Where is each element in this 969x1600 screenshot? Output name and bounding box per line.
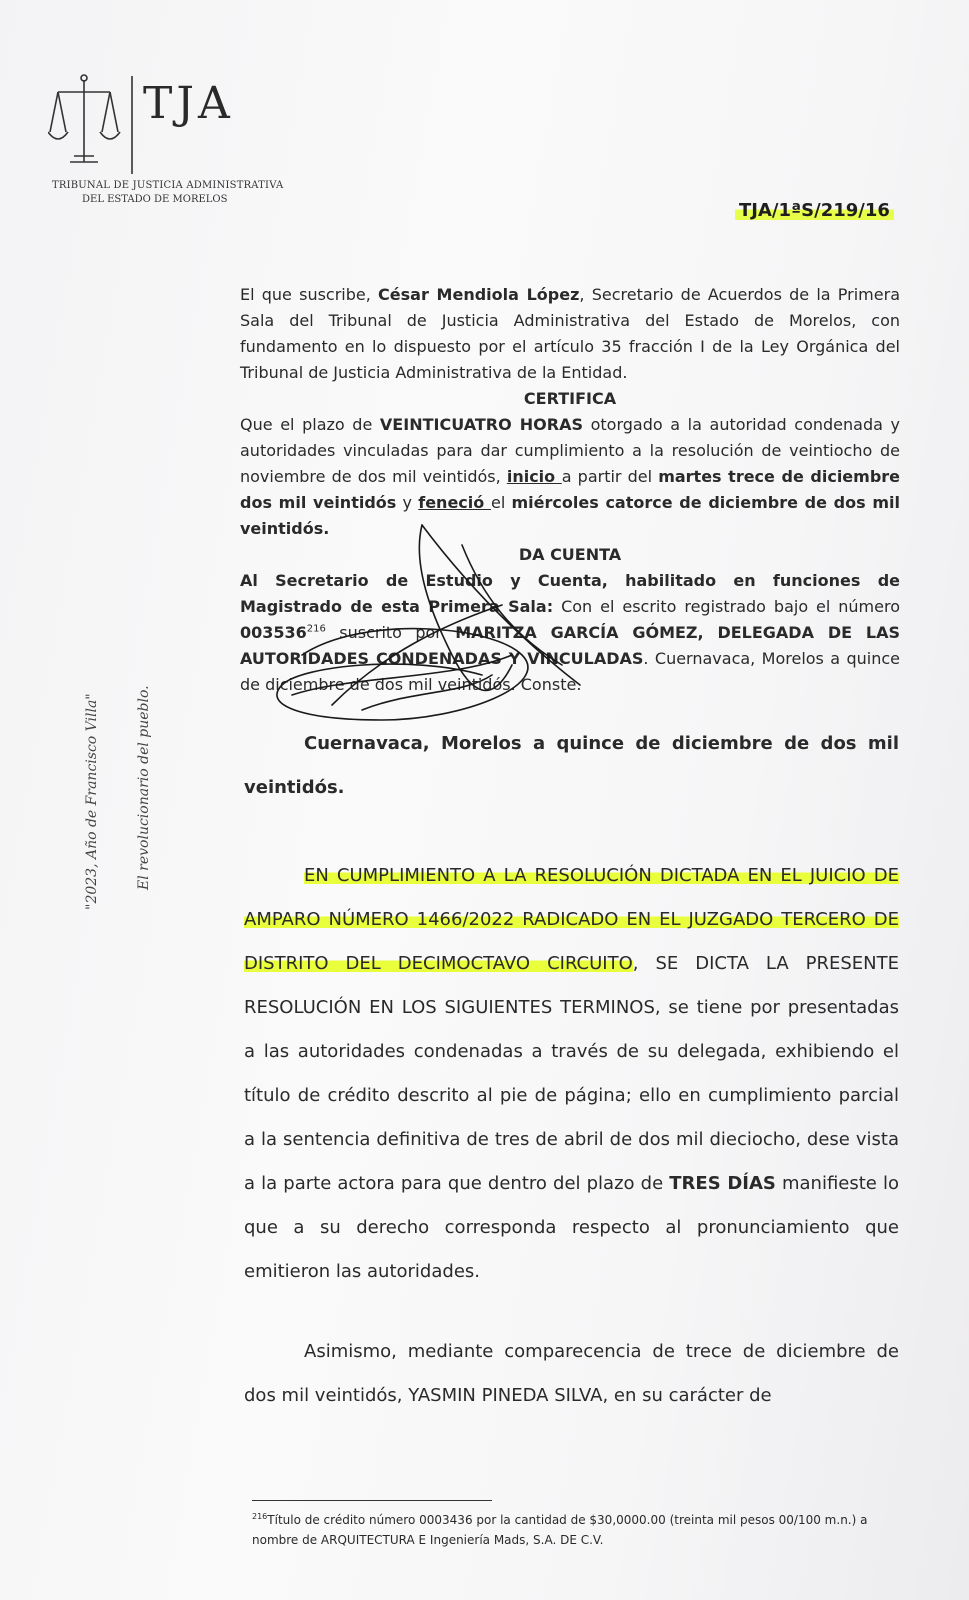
institution-name-line1: TRIBUNAL DE JUSTICIA ADMINISTRATIVA: [52, 180, 284, 191]
resolution-paragraph-2: Asimismo, mediante comparecencia de trece de diciembre de dos mil veintidós, YASMIN PINEDA SILVA, en su carácter de: [244, 1341, 899, 1406]
footnote-divider: [252, 1500, 492, 1501]
term-duration: VEINTICUATRO HORAS: [379, 415, 583, 434]
institution-name-line2: DEL ESTADO DE MORELOS: [82, 194, 228, 205]
footnote-text: Título de crédito número 0003436 por la cantidad de $30,0000.00 (treinta mil pesos 00/100 m.n.) a nombre de ARQUITECTURA E Ingeniería Mads, S.A. DE C.V.: [252, 1513, 868, 1547]
signer-name: MARITZA GARCÍA GÓMEZ, DELEGADA DE LAS AUTORIDADES CONDENADAS Y VINCULADAS: [240, 623, 900, 668]
text-segment: , SE DICTA LA PRESENTE RESOLUCIÓN EN LOS SIGUIENTES TERMINOS, se tiene por presentadas a las autoridades condenadas a través de su delegada, exhibiendo el título de crédito descrito al pie de página; ello en cumplimiento parcial a la sentencia definitiva de tres de abril de dos mil dieciocho, dese vista a la parte actora para que dentro del plazo de: [244, 953, 899, 1194]
resolution-date-line: Cuernavaca, Morelos a quince de diciembre de dos mil veintidós.: [244, 733, 899, 798]
text-segment: otorgado a la autoridad condenada y autoridades vinculadas para dar cumplimiento a la resolución de veintiocho de noviembre de dos mil veintidós,: [240, 415, 901, 486]
term-end-word: feneció: [418, 493, 491, 512]
certificate-intro: [240, 282, 900, 386]
certificate-account: [240, 568, 900, 698]
margin-note-epithet: El revolucionario del pueblo.: [136, 685, 152, 890]
file-number: TJA/1ªS/219/16: [735, 200, 894, 221]
text-segment: , Secretario de Acuerdos de la Primera Sala del Tribunal de Justicia Administrativa del Estado de Morelos, con fundamento en lo dispuesto por el artículo 35 fracción I de la Ley Orgánica del Tribunal de Justicia Administrativa de la Entidad.: [240, 285, 900, 382]
margin-note-year-motto: "2023, Año de Francisco Villa": [84, 693, 100, 910]
text-segment: y: [396, 493, 419, 512]
filing-number: 003536: [240, 623, 307, 642]
tja-logo: [48, 70, 284, 210]
text-segment: Con el escrito registrado bajo el número: [553, 597, 901, 616]
logo-letters: TJA: [143, 78, 234, 129]
certificate-block: [240, 282, 900, 698]
secretary-name: César Mendiola López: [378, 285, 580, 304]
scales-of-justice-icon: [48, 70, 138, 180]
text-segment: . Cuernavaca, Morelos a quince de diciembre de dos mil veintidós. Conste.: [240, 649, 900, 694]
highlighted-amparo-reference: EN CUMPLIMIENTO A LA RESOLUCIÓN DICTADA EN EL JUICIO DE AMPARO NÚMERO 1466/2022 RADICADO EN EL JUZGADO TERCERO DE DISTRITO DEL DECIMOCTAVO CIRCUITO: [244, 865, 899, 974]
addressee: Al Secretario de Estudio y Cuenta, habilitado en funciones de Magistrado de esta Primera Sala:: [240, 571, 900, 616]
term-start-date: martes trece de diciembre dos mil veintidós: [240, 467, 901, 512]
text-segment: a partir del: [561, 467, 659, 486]
footnote-ref: 216: [306, 623, 326, 635]
heading-da-cuenta: DA CUENTA: [518, 545, 622, 564]
certificate-term: [240, 412, 900, 542]
term-duration: TRES DÍAS: [669, 1173, 776, 1194]
term-end-date: miércoles catorce de diciembre de dos mil veintidós.: [240, 493, 901, 538]
resolution-body: [244, 722, 899, 1418]
text-segment: suscrito por: [325, 623, 456, 642]
heading-certifica: CERTIFICA: [523, 389, 617, 408]
text-segment: Que el plazo de: [240, 415, 380, 434]
text-segment: el: [490, 493, 512, 512]
text-segment: manifieste lo que a su derecho corresponda respecto al pronunciamiento que emitieron las autoridades.: [244, 1173, 899, 1282]
footnote-marker: 216: [252, 1512, 268, 1521]
term-start-word: inicio: [506, 467, 562, 486]
resolution-paragraph: [244, 854, 899, 1294]
text-segment: El que suscribe,: [240, 285, 379, 304]
footnote: [252, 1510, 902, 1550]
